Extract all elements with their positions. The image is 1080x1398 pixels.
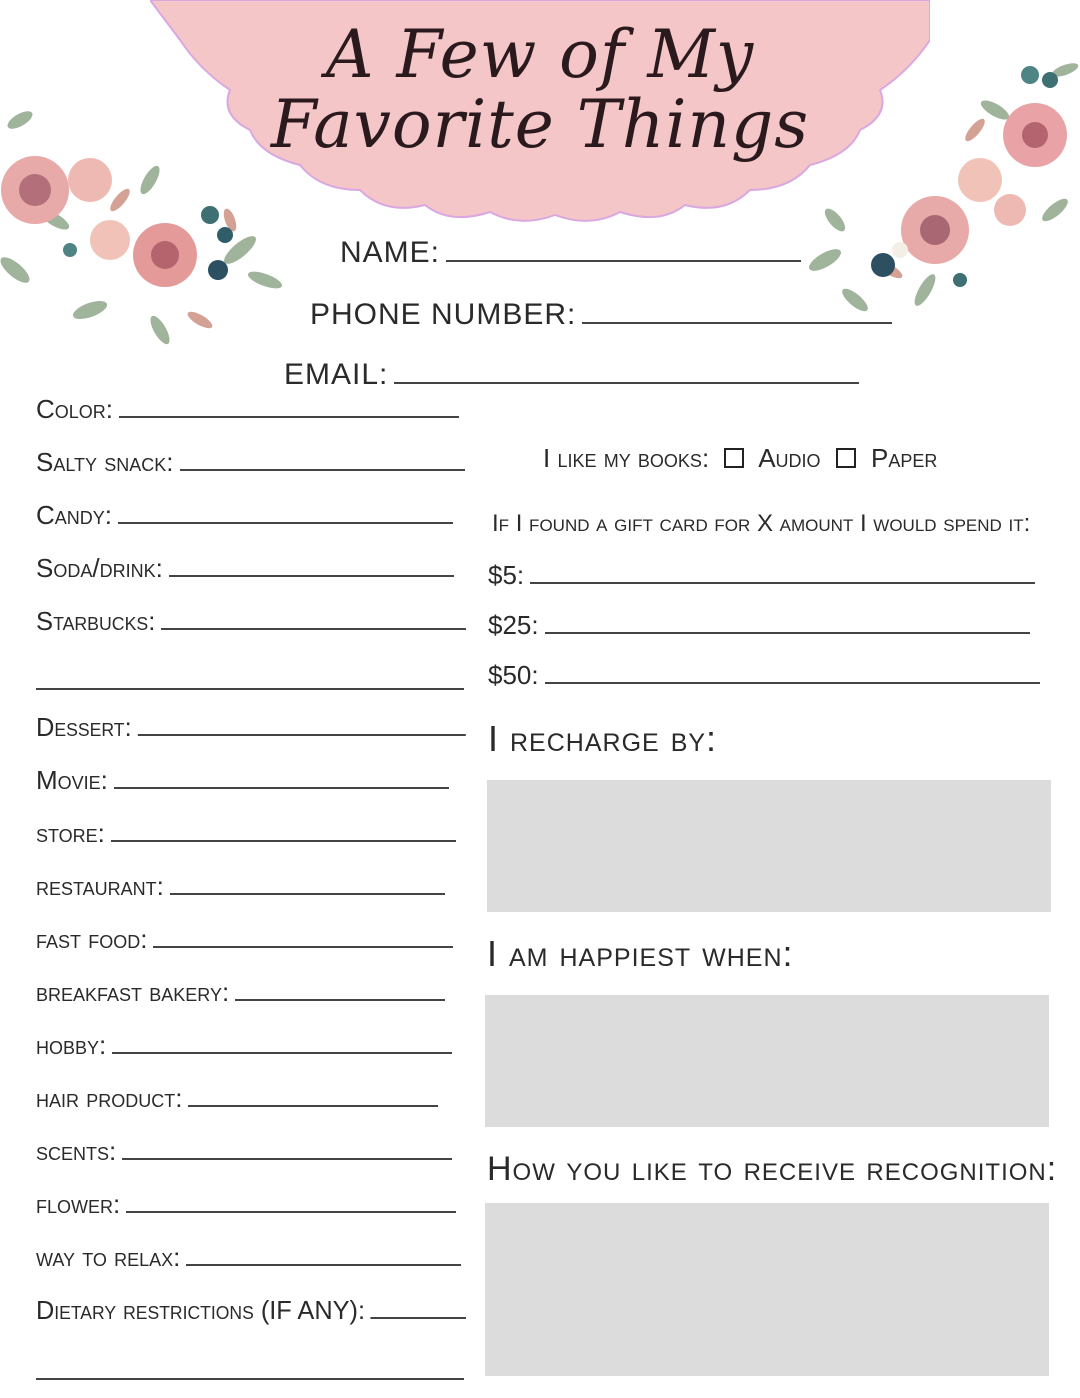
field-label: hair product: [36,1083,183,1113]
field-way-to-relax[interactable] [36,1242,461,1273]
field-label: restaurant: [36,871,164,901]
field-breakfast-bakery[interactable] [36,977,445,1008]
field-label: way to relax: [36,1242,181,1272]
field-store[interactable] [36,818,456,849]
field-label: Soda/drink: [36,553,163,583]
field-restaurant[interactable] [36,871,445,902]
field-line[interactable] [235,995,445,1001]
name-field[interactable] [340,236,801,270]
field-line[interactable] [186,1260,461,1266]
gift-card-25[interactable] [488,610,1030,641]
field-label: Starbucks: [36,606,156,636]
field-starbucks[interactable] [36,606,466,637]
happiest-answer-box[interactable] [485,995,1049,1127]
field-label: Candy: [36,500,113,530]
name-line[interactable] [446,256,801,262]
amount-line[interactable] [530,578,1035,584]
field-label: scents: [36,1136,117,1166]
email-label: EMAIL: [284,358,389,391]
field-label: fast food: [36,924,148,954]
title-line-2: Favorite Things [270,86,810,163]
field-line[interactable] [161,624,466,630]
books-label: I like my books: [543,443,710,473]
starbucks-extra-line[interactable] [36,688,464,690]
recognition-answer-box[interactable] [485,1203,1049,1376]
amount-label: $5: [488,560,525,590]
field-line[interactable] [188,1101,438,1107]
field-line[interactable] [180,465,465,471]
field-candy[interactable] [36,500,453,531]
field-line[interactable] [153,942,453,948]
field-line[interactable] [138,730,466,736]
field-line[interactable] [126,1207,456,1213]
field-scents[interactable] [36,1136,452,1167]
audio-checkbox[interactable] [724,448,744,468]
phone-field[interactable] [310,298,892,332]
amount-label: $50: [488,660,539,690]
field-line[interactable] [371,1313,467,1319]
gift-card-prompt: If I found a gift card for X amount I would spend it: [492,510,1031,537]
amount-line[interactable] [545,628,1030,634]
audio-option-label: Audio [758,443,821,473]
happiest-heading: I am happiest when: [487,933,794,974]
field-label: Dietary restrictions (IF ANY): [36,1295,366,1325]
field-line[interactable] [169,571,454,577]
field-label: hobby: [36,1030,107,1060]
field-hair-product[interactable] [36,1083,438,1114]
recharge-answer-box[interactable] [487,780,1051,912]
phone-line[interactable] [582,318,892,324]
dietary-extra-line[interactable] [36,1378,464,1380]
gift-card-50[interactable] [488,660,1040,691]
field-line[interactable] [119,412,459,418]
field-soda[interactable] [36,553,454,584]
field-label: Movie: [36,765,108,795]
field-flower[interactable] [36,1189,456,1220]
field-label: flower: [36,1189,121,1219]
email-line[interactable] [394,378,859,384]
gift-card-5[interactable] [488,560,1035,591]
recharge-heading: I recharge by: [488,718,718,759]
amount-label: $25: [488,610,539,640]
field-line[interactable] [112,1048,452,1054]
field-label: Dessert: [36,712,132,742]
field-label: Salty snack: [36,447,174,477]
field-movie[interactable] [36,765,449,796]
field-fast-food[interactable] [36,924,453,955]
name-label: NAME: [340,236,441,269]
paper-checkbox[interactable] [836,448,856,468]
paper-option-label: Paper [871,443,938,473]
field-line[interactable] [111,836,456,842]
field-label: store: [36,818,105,848]
amount-line[interactable] [545,678,1040,684]
books-preference [543,443,937,474]
field-dessert[interactable] [36,712,465,743]
field-line[interactable] [170,889,445,895]
title-line-1: A Few of My [325,16,755,93]
field-dietary-restrictions[interactable] [36,1295,466,1326]
phone-label: PHONE NUMBER: [310,298,577,331]
floral-decoration-right [795,40,1080,330]
field-line[interactable] [118,518,453,524]
email-field[interactable] [284,358,859,392]
field-label: Color: [36,394,114,424]
field-label: breakfast bakery: [36,977,230,1007]
recognition-heading: How you like to receive recognition: [487,1150,1058,1188]
field-line[interactable] [122,1154,452,1160]
floral-decoration-left [0,80,290,350]
field-salty-snack[interactable] [36,447,465,478]
field-hobby[interactable] [36,1030,452,1061]
field-line[interactable] [114,783,449,789]
field-color[interactable] [36,394,459,425]
